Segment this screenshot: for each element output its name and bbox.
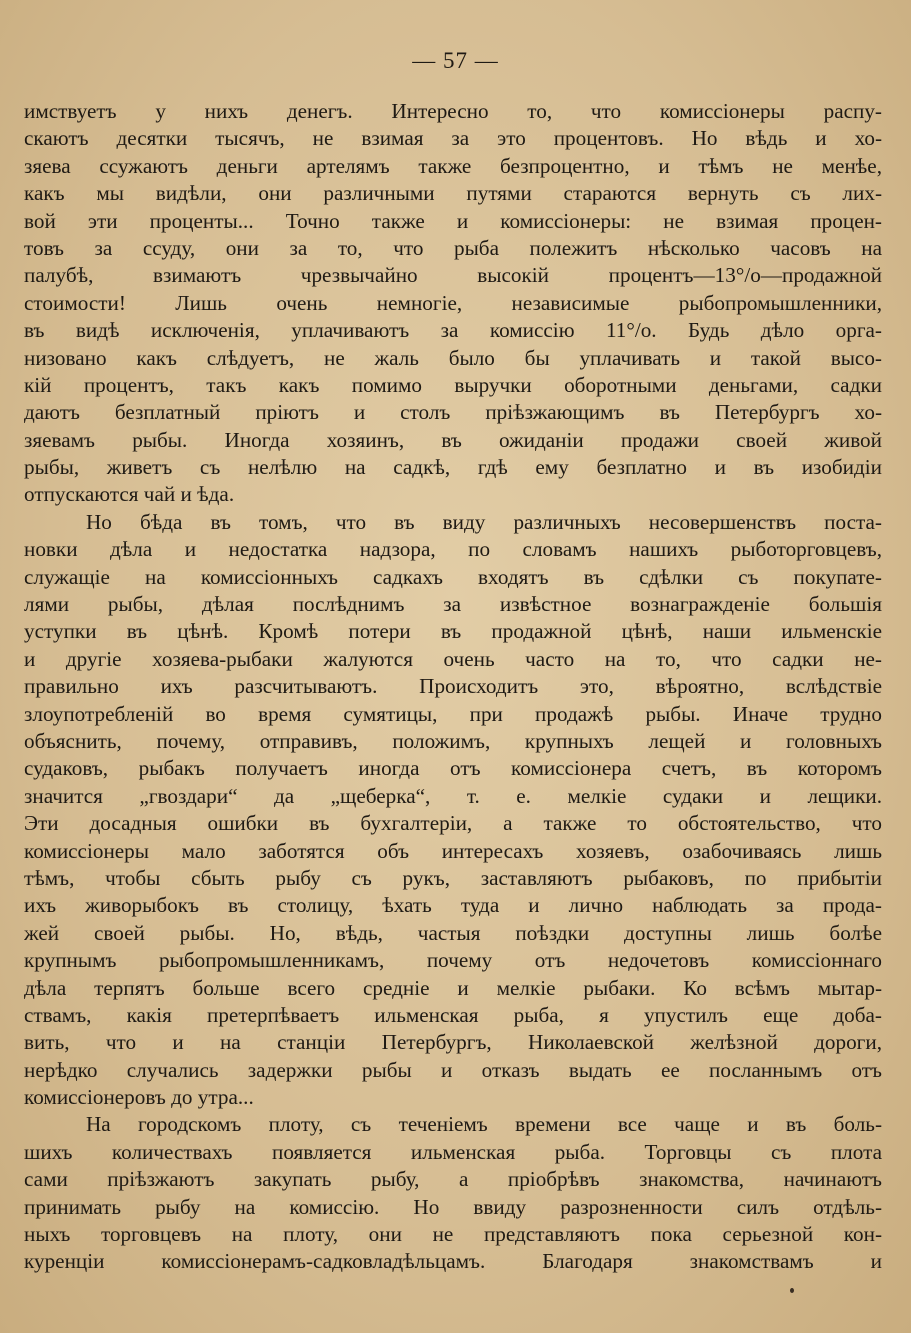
text-line: кій процентъ, такъ какъ помимо выручки оборотными деньгами, садки [24, 372, 882, 397]
text-line: зяевамъ рыбы. Иногда хозяинъ, въ ожиданіи продажи своей живой [24, 427, 882, 452]
text-line: имствуетъ у нихъ денегъ. Интересно то, что комиссіонеры распу- [24, 99, 882, 123]
text-line: значится „гвоздари“ да „щеберка“, т. е. мелкіе судаки и лещики. [24, 783, 882, 808]
text-line: даютъ безплатный пріютъ и столъ пріѣзжающимъ въ Петербургъ хо- [24, 400, 882, 425]
text-line: отпускаются чай и ѣда. [24, 482, 235, 507]
text-line: объяснить, почему, отправивъ, положимъ, крупныхъ лещей и головныхъ [24, 728, 882, 753]
text-line: новки дѣла и недостатка надзора, по словамъ нашихъ рыботорговцевъ, [24, 537, 882, 562]
text-line: вой эти проценты... Точно также и комиссіонеры: не взимая процен- [24, 208, 882, 233]
text-line: жей своей рыбы. Но, вѣдь, частыя поѣздки доступны лишь болѣе [24, 920, 882, 945]
text-line: крупнымъ рыбопромышленникамъ, почему отъ недочетовъ комиссіоннаго [24, 948, 882, 973]
body-text [24, 98, 882, 1276]
text-line: и другіе хозяева-рыбаки жалуются очень часто на то, что садки не- [24, 646, 882, 671]
text-line: въ видѣ исключенія, уплачиваютъ за комиссію 11°/о. Будь дѣло орга- [24, 318, 882, 343]
text-line: принимать рыбу на комиссію. Но ввиду разрозненности силъ отдѣль- [24, 1194, 882, 1219]
text-line: тѣмъ, чтобы сбыть рыбу съ рукъ, заставляютъ рыбаковъ, по прибытіи [24, 865, 882, 890]
text-line: дѣла терпятъ больше всего средніе и мелкіе рыбаки. Ко всѣмъ мытар- [24, 975, 882, 1000]
text-line: вить, что и на станціи Петербургъ, Николаевской желѣзной дороги, [24, 1030, 882, 1055]
text-line: низовано какъ слѣдуетъ, не жаль было бы уплачивать и такой высо- [24, 345, 882, 370]
text-line: судаковъ, рыбакъ получаетъ иногда отъ комиссіонера счетъ, въ которомъ [24, 756, 882, 781]
text-line: правильно ихъ разсчитываютъ. Происходитъ это, вѣроятно, вслѣдствіе [24, 674, 882, 699]
text-line: скаютъ десятки тысячъ, не взимая за это процентовъ. Но вѣдь и хо- [24, 126, 882, 151]
text-line: палубѣ, взимаютъ чрезвычайно высокій процентъ—13°/о—продажной [24, 263, 882, 288]
text-line: товъ за ссуду, они за то, что рыба полежитъ нѣсколько часовъ на [24, 235, 882, 260]
text-line: рыбы, живетъ съ нелѣлю на садкѣ, гдѣ ему безплатно и въ изобидіи [24, 455, 882, 480]
text-line: служащіе на комиссіонныхъ садкахъ входятъ въ сдѣлки съ покупате- [24, 564, 882, 589]
text-line: ствамъ, какія претерпѣваетъ ильменская рыба, я упустилъ еще доба- [24, 1002, 882, 1027]
text-line: нерѣдко случались задержки рыбы и отказъ выдать ее посланнымъ отъ [24, 1057, 882, 1082]
text-line: стоимости! Лишь очень немногіе, независимые рыбопромышленники, [24, 290, 882, 315]
text-line: ныхъ торговцевъ на плоту, они не представляютъ пока серьезной кон- [24, 1222, 882, 1247]
text-line: зяева ссужаютъ деньги артелямъ также безпроцентно, и тѣмъ не менѣе, [24, 153, 882, 178]
text-line: злоупотребленій во время сумятицы, при продажѣ рыбы. Иначе трудно [24, 701, 882, 726]
text-line: сами пріѣзжаютъ закупать рыбу, а пріобрѣвъ знакомства, начинаютъ [24, 1167, 882, 1192]
text-line: Но бѣда въ томъ, что въ виду различныхъ несовершенствъ поста- [86, 509, 882, 534]
text-line: На городскомъ плоту, съ теченіемъ времени все чаще и въ боль- [86, 1112, 882, 1137]
page-number-header: — 57 — [412, 48, 499, 73]
text-line: шихъ количествахъ появляется ильменская рыба. Торговцы съ плота [24, 1139, 882, 1164]
text-line: какъ мы видѣли, они различными путями стараются вернуть съ лих- [24, 181, 882, 206]
text-line: уступки въ цѣнѣ. Кромѣ потери въ продажной цѣнѣ, наши ильменскіе [24, 619, 882, 644]
text-line: комиссіонеры мало заботятся объ интересахъ хозяевъ, озабочиваясь лишь [24, 838, 882, 863]
paper-speck [790, 1288, 794, 1293]
text-line: лями рыбы, дѣлая послѣднимъ за извѣстное вознагражденіе большія [24, 592, 882, 617]
text-line: куренціи комиссіонерамъ-садковладѣльцамъ. Благодаря знакомствамъ и [24, 1249, 882, 1274]
text-line: ихъ живорыбокъ въ столицу, ѣхать туда и лично наблюдать за прода- [24, 893, 882, 918]
text-line: Эти досадныя ошибки въ бухгалтеріи, а также то обстоятельство, что [24, 811, 882, 836]
text-line: комиссіонеровъ до утра... [24, 1085, 254, 1110]
